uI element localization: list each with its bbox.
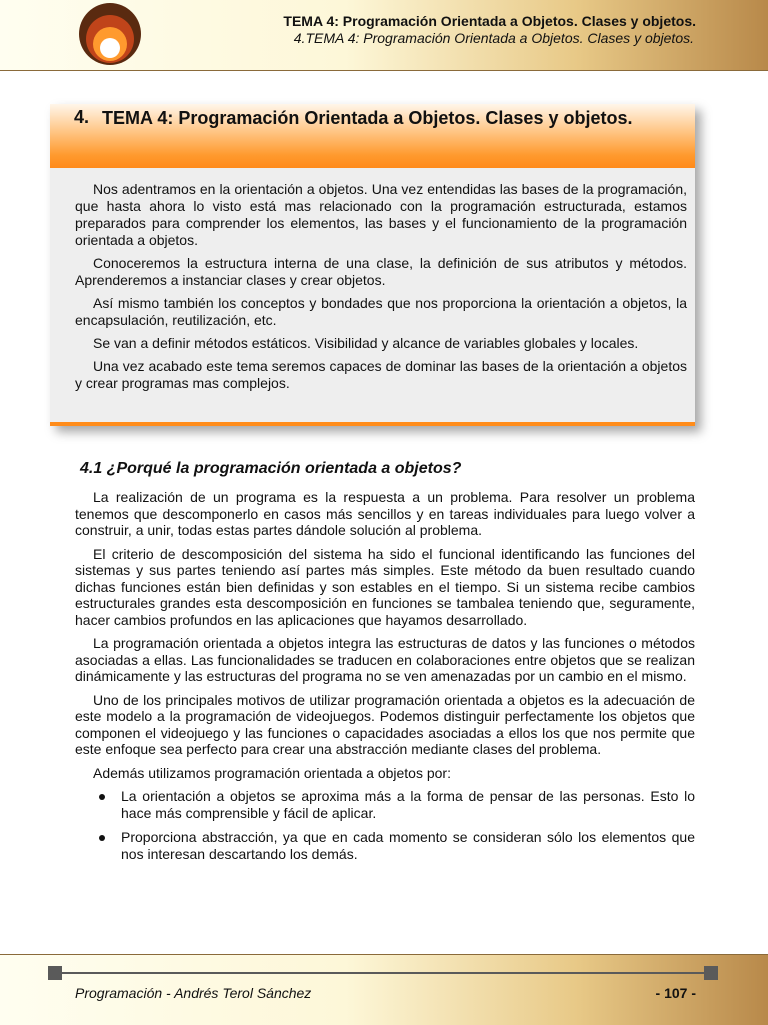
footer-author: Programación - Andrés Terol Sánchez	[75, 985, 312, 1001]
body-paragraph: Además utilizamos programación orientada a objetos por:	[93, 764, 451, 781]
body-paragraph: El criterio de descomposición del sistema ha sido el funcional identificando las funciones del sistemas y sus partes teniendo así partes más simples. Este método da buen resultado cuando dichas funciones están bien definidas y son estables en el tiempo. Si un sistema recibe cambios estructurales grandes esta descomposición en funciones se tambalea teniendo que, seguramente, hacer cambios profundos en las aplicaciones que hayamos desarrollado.	[75, 545, 695, 628]
header-subtitle: 4.TEMA 4: Programación Orientada a Objetos. Clases y objetos.	[293, 30, 694, 46]
body-paragraph: La realización de un programa es la respuesta a un problema. Para resolver un problema tenemos que descomponerlo en casos más sencillos y en tareas individuales para luego volver a construir, a unir, todas estas partes dándole solución al problema.	[75, 489, 695, 538]
chapter-number: 4.	[74, 107, 90, 127]
page-number: - 107 -	[655, 985, 696, 1001]
chapter-summary	[50, 168, 695, 392]
chapter-intro-box	[50, 104, 695, 426]
footer-rule	[55, 972, 711, 974]
footer-left-square-icon	[48, 966, 62, 980]
list-item-text: La orientación a objetos se aproxima más a la forma de pensar de las personas. Esto lo hace más comprensible y fácil de aplicar.	[121, 788, 695, 821]
list-item	[75, 829, 695, 862]
chapter-title: TEMA 4: Programación Orientada a Objetos. Clases y objetos.	[102, 108, 633, 128]
concentric-circles-logo-icon	[78, 2, 142, 66]
header-title: TEMA 4: Programación Orientada a Objetos. Clases y objetos.	[283, 13, 696, 29]
bullet-icon	[99, 835, 105, 841]
chapter-paragraph: Se van a definir métodos estáticos. Visibilidad y alcance de variables globales y locales.	[93, 335, 639, 351]
chapter-paragraph: Así mismo también los conceptos y bondades que nos proporciona la orientación a objetos, la encapsulación, reutilización, etc.	[75, 295, 687, 328]
section-body	[75, 489, 695, 870]
body-paragraph: Uno de los principales motivos de utilizar programación orientada a objetos es la adecuación de este modelo a la programación de videojuegos. Podemos distinguir perfectamente los objetos que componen el videojuego y las funciones o capacidades asociadas a ellos los que nos permite que este enfoque sea perfecto para crear una abstracción mediante clases del problema.	[75, 691, 695, 757]
list-item	[75, 788, 695, 821]
footer-right-square-icon	[704, 966, 718, 980]
chapter-bottom-rule	[50, 422, 695, 426]
chapter-paragraph: Una vez acabado este tema seremos capaces de dominar las bases de la orientación a objetos y crear programas mas complejos.	[75, 358, 687, 391]
body-paragraph: La programación orientada a objetos integra las estructuras de datos y las funciones o métodos asociadas a ellas. Las funcionalidades se traducen en colaboraciones entre objetos que se realizan dinámicamente y las estructuras del programa no se ven amenazadas por un cambio en el mismo.	[75, 635, 695, 684]
chapter-heading-bar	[50, 104, 695, 168]
list-item-text: Proporciona abstracción, ya que en cada momento se consideran sólo los elementos que nos interesan descartando los demás.	[121, 829, 695, 862]
section-title: 4.1 ¿Porqué la programación orientada a objetos?	[80, 460, 462, 477]
chapter-paragraph: Nos adentramos en la orientación a objetos. Una vez entendidas las bases de la programación, que hasta ahora lo visto está mas relacionado con la programación estructurada, estamos preparados para comprender los elementos, las bases y el funcionamiento de la programación orientada a objetos.	[75, 181, 687, 248]
bullet-icon	[99, 794, 105, 800]
chapter-paragraph: Conoceremos la estructura interna de una clase, la definición de sus atributos y métodos. Aprenderemos a instanciar clases y crear objetos.	[75, 255, 687, 288]
page-footer	[0, 954, 768, 1025]
bullet-list	[75, 788, 695, 862]
page-header	[0, 0, 768, 71]
